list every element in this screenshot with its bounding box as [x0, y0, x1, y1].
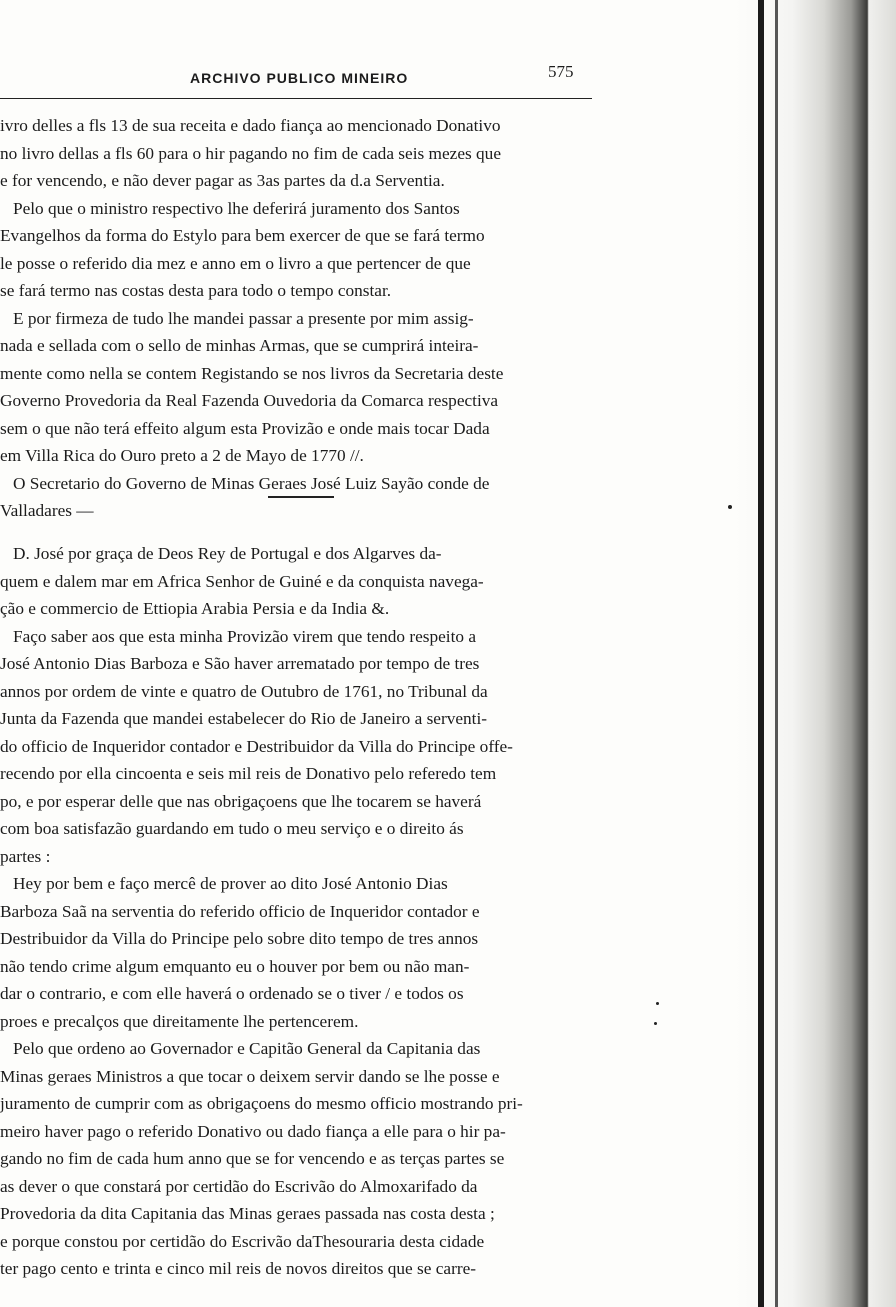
- text-line: po, e por esperar delle que nas obrigaçoens que lhe tocarem se haverá: [0, 791, 482, 811]
- text-line: Provedoria da dita Capitania das Minas geraes passada nas costa desta ;: [0, 1204, 495, 1223]
- text-line: do officio de Inqueridor contador e Destribuidor da Villa do Principe offe-: [0, 736, 513, 756]
- text-line: juramento de cumprir com as obrigaçoens do mesmo officio mostrando pri-: [0, 1094, 523, 1113]
- ink-speck: [728, 505, 732, 509]
- text-line: José Antonio Dias Barboza e São haver arrematado por tempo de tres: [0, 654, 480, 673]
- text-line: D. José por graça de Deos Rey de Portugal e dos Algarves da-: [0, 544, 442, 563]
- text-line: Pelo que ordeno ao Governador e Capitão General da Capitania das: [0, 1039, 481, 1058]
- section-separator: [268, 496, 334, 498]
- document-2-text: [0, 540, 600, 1283]
- text-line: quem e dalem mar em Africa Senhor de Guiné e da conquista navega-: [0, 571, 484, 591]
- running-title: ARCHIVO PUBLICO MINEIRO: [190, 70, 409, 86]
- text-line: as dever o que constará por certidão do Escrivão do Almoxarifado da: [0, 1176, 478, 1196]
- text-line: meiro haver pago o referido Donativo ou dado fiança a elle para o hir pa-: [0, 1121, 506, 1141]
- text-line: O Secretario do Governo de Minas Geraes José Luiz Sayão conde de: [0, 473, 490, 493]
- text-line: Faço saber aos que esta minha Provizão virem que tendo respeito a: [0, 626, 477, 646]
- text-line: recendo por ella cincoenta e seis mil reis de Donativo pelo referedo tem: [0, 764, 497, 783]
- text-line: e for vencendo, e não dever pagar as 3as partes da d.a Serventia.: [0, 171, 445, 190]
- binding-edge: [758, 0, 764, 1307]
- binding-edge-secondary: [775, 0, 778, 1307]
- page-number: 575: [548, 62, 574, 81]
- text-line: gando no fim de cada hum anno que se for vencendo e as terças partes se: [0, 1149, 505, 1168]
- ink-speck: [656, 1002, 659, 1005]
- text-line: no livro dellas a fls 60 para o hir pagando no fim de cada seis mezes que: [0, 143, 501, 163]
- text-line: le posse o referido dia mez e anno em o livro a que pertencer de que: [0, 253, 471, 273]
- text-line: Valladares —: [0, 501, 94, 520]
- text-line: ter pago cento e trinta e cinco mil reis de novos direitos que se carre-: [0, 1259, 477, 1278]
- text-line: se fará termo nas costas desta para todo o tempo constar.: [0, 281, 392, 300]
- text-line: com boa satisfazão guardando em tudo o meu serviço e o direito ás: [0, 819, 464, 838]
- text-line: ivro delles a fls 13 de sua receita e dado fiança ao mencionado Donativo: [0, 116, 501, 135]
- ink-speck: [654, 1022, 657, 1025]
- text-line: mente como nella se contem Registando se nos livros da Secretaria deste: [0, 363, 504, 383]
- page-header: [0, 62, 592, 99]
- text-line: sem o que não terá effeito algum esta Provizão e onde mais tocar Dada: [0, 418, 490, 438]
- text-line: Hey por bem e faço mercê de prover ao dito José Antonio Dias: [0, 874, 448, 893]
- text-line: e porque constou por certidão do Escrivão daThesouraria desta cidade: [0, 1231, 485, 1251]
- text-line: Governo Provedoria da Real Fazenda Ouvedoria da Comarca respectiva: [0, 391, 499, 410]
- text-line: Pelo que o ministro respectivo lhe deferirá juramento dos Santos: [0, 198, 460, 218]
- text-line: Junta da Fazenda que mandei estabelecer do Rio de Janeiro a serventi-: [0, 709, 488, 728]
- text-line: annos por ordem de vinte e quatro de Outubro de 1761, no Tribunal da: [0, 681, 488, 701]
- text-line: em Villa Rica do Ouro preto a 2 de Mayo de 1770 //.: [0, 446, 364, 465]
- document-1-text: [0, 112, 600, 525]
- text-line: Destribuidor da Villa do Principe pelo sobre dito tempo de tres annos: [0, 929, 479, 948]
- text-line: não tendo crime algum emquanto eu o houver por bem ou não man-: [0, 956, 470, 976]
- text-line: Minas geraes Ministros a que tocar o deixem servir dando se lhe posse e: [0, 1066, 500, 1086]
- text-line: Barboza Saã na serventia do referido officio de Inqueridor contador e: [0, 901, 480, 921]
- text-line: proes e precalços que direitamente lhe pertencerem.: [0, 1011, 359, 1031]
- text-line: nada e sellada com o sello de minhas Armas, que se cumprirá inteira-: [0, 336, 479, 355]
- text-line: Evangelhos da forma do Estylo para bem exercer de que se fará termo: [0, 226, 485, 245]
- text-line: dar o contrario, e com elle haverá o ordenado se o tiver / e todos os: [0, 984, 464, 1003]
- text-line: ção e commercio de Ettiopia Arabia Persia e da India &.: [0, 599, 390, 618]
- text-line: E por firmeza de tudo lhe mandei passar a presente por mim assig-: [0, 308, 474, 328]
- text-line: partes :: [0, 846, 51, 866]
